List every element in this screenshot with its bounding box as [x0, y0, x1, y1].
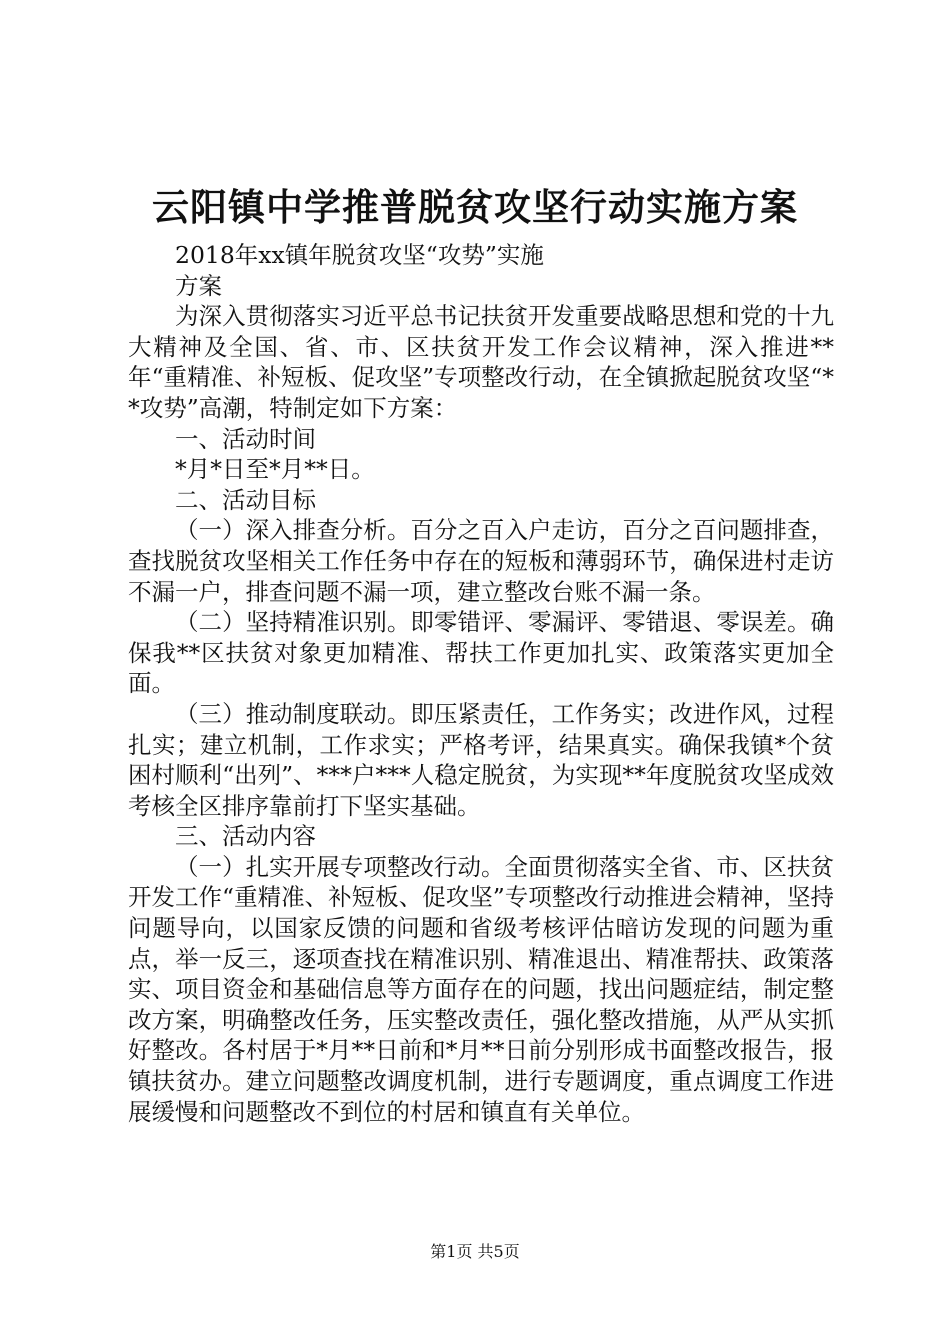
- page-footer: 第1页 共5页: [430, 1242, 520, 1261]
- document-title: 云阳镇中学推普脱贫攻坚行动实施方案: [152, 185, 798, 229]
- paragraph-goal-3: （三）推动制度联动。即压紧责任，工作务实；改进作风，过程扎实；建立机制，工作求实；严格考评，结果真实。确保我镇*个贫困村顺利“出列”、***户***人稳定脱贫，为实现**年度脱贫攻坚成效考核全区排序靠前打下坚实基础。: [128, 699, 834, 820]
- section-heading-content: 三、活动内容: [175, 822, 316, 851]
- section-heading-goals: 二、活动目标: [175, 485, 316, 514]
- section-heading-time: 一、活动时间: [175, 424, 316, 453]
- paragraph-goal-1: （一）深入排查分析。百分之百入户走访，百分之百问题排查，查找脱贫攻坚相关工作任务中存在的短板和薄弱环节，确保进村走访不漏一户，排查问题不漏一项，建立整改台账不漏一条。: [128, 516, 834, 606]
- paragraph-intro: 为深入贯彻落实习近平总书记扶贫开发重要战略思想和党的十九大精神及全国、省、市、区扶贫开发工作会议精神，深入推进**年“重精准、补短板、促攻坚”专项整改行动，在全镇掀起脱贫攻坚“**攻势”高潮，特制定如下方案：: [128, 302, 834, 422]
- document-body: [128, 240, 834, 1127]
- subtitle-line-1: 2018年xx镇年脱贫攻坚“攻势”实施: [175, 241, 544, 269]
- paragraph-content-1: （一）扎实开展专项整改行动。全面贯彻落实全省、市、区扶贫开发工作“重精准、补短板、促攻坚”专项整改行动推进会精神，坚持问题导向，以国家反馈的问题和省级考核评估暗访发现的问题为重点，举一反三，逐项查找在精准识别、精准退出、精准帮扶、政策落实、项目资金和基础信息等方面存在的问题，找出问题症结，制定整改方案，明确整改任务，压实整改责任，强化整改措施，从严从实抓好整改。各村居于*月**日前和*月**日前分别形成书面整改报告，报镇扶贫办。建立问题整改调度机制，进行专题调度，重点调度工作进展缓慢和问题整改不到位的村居和镇直有关单位。: [128, 852, 834, 1126]
- paragraph-goal-2: （二）坚持精准识别。即零错评、零漏评、零错退、零误差。确保我**区扶贫对象更加精准、帮扶工作更加扎实、政策落实更加全面。: [128, 608, 834, 698]
- paragraph-time: *月*日至*月**日。: [175, 455, 375, 484]
- subtitle-line-2: 方案: [175, 271, 222, 300]
